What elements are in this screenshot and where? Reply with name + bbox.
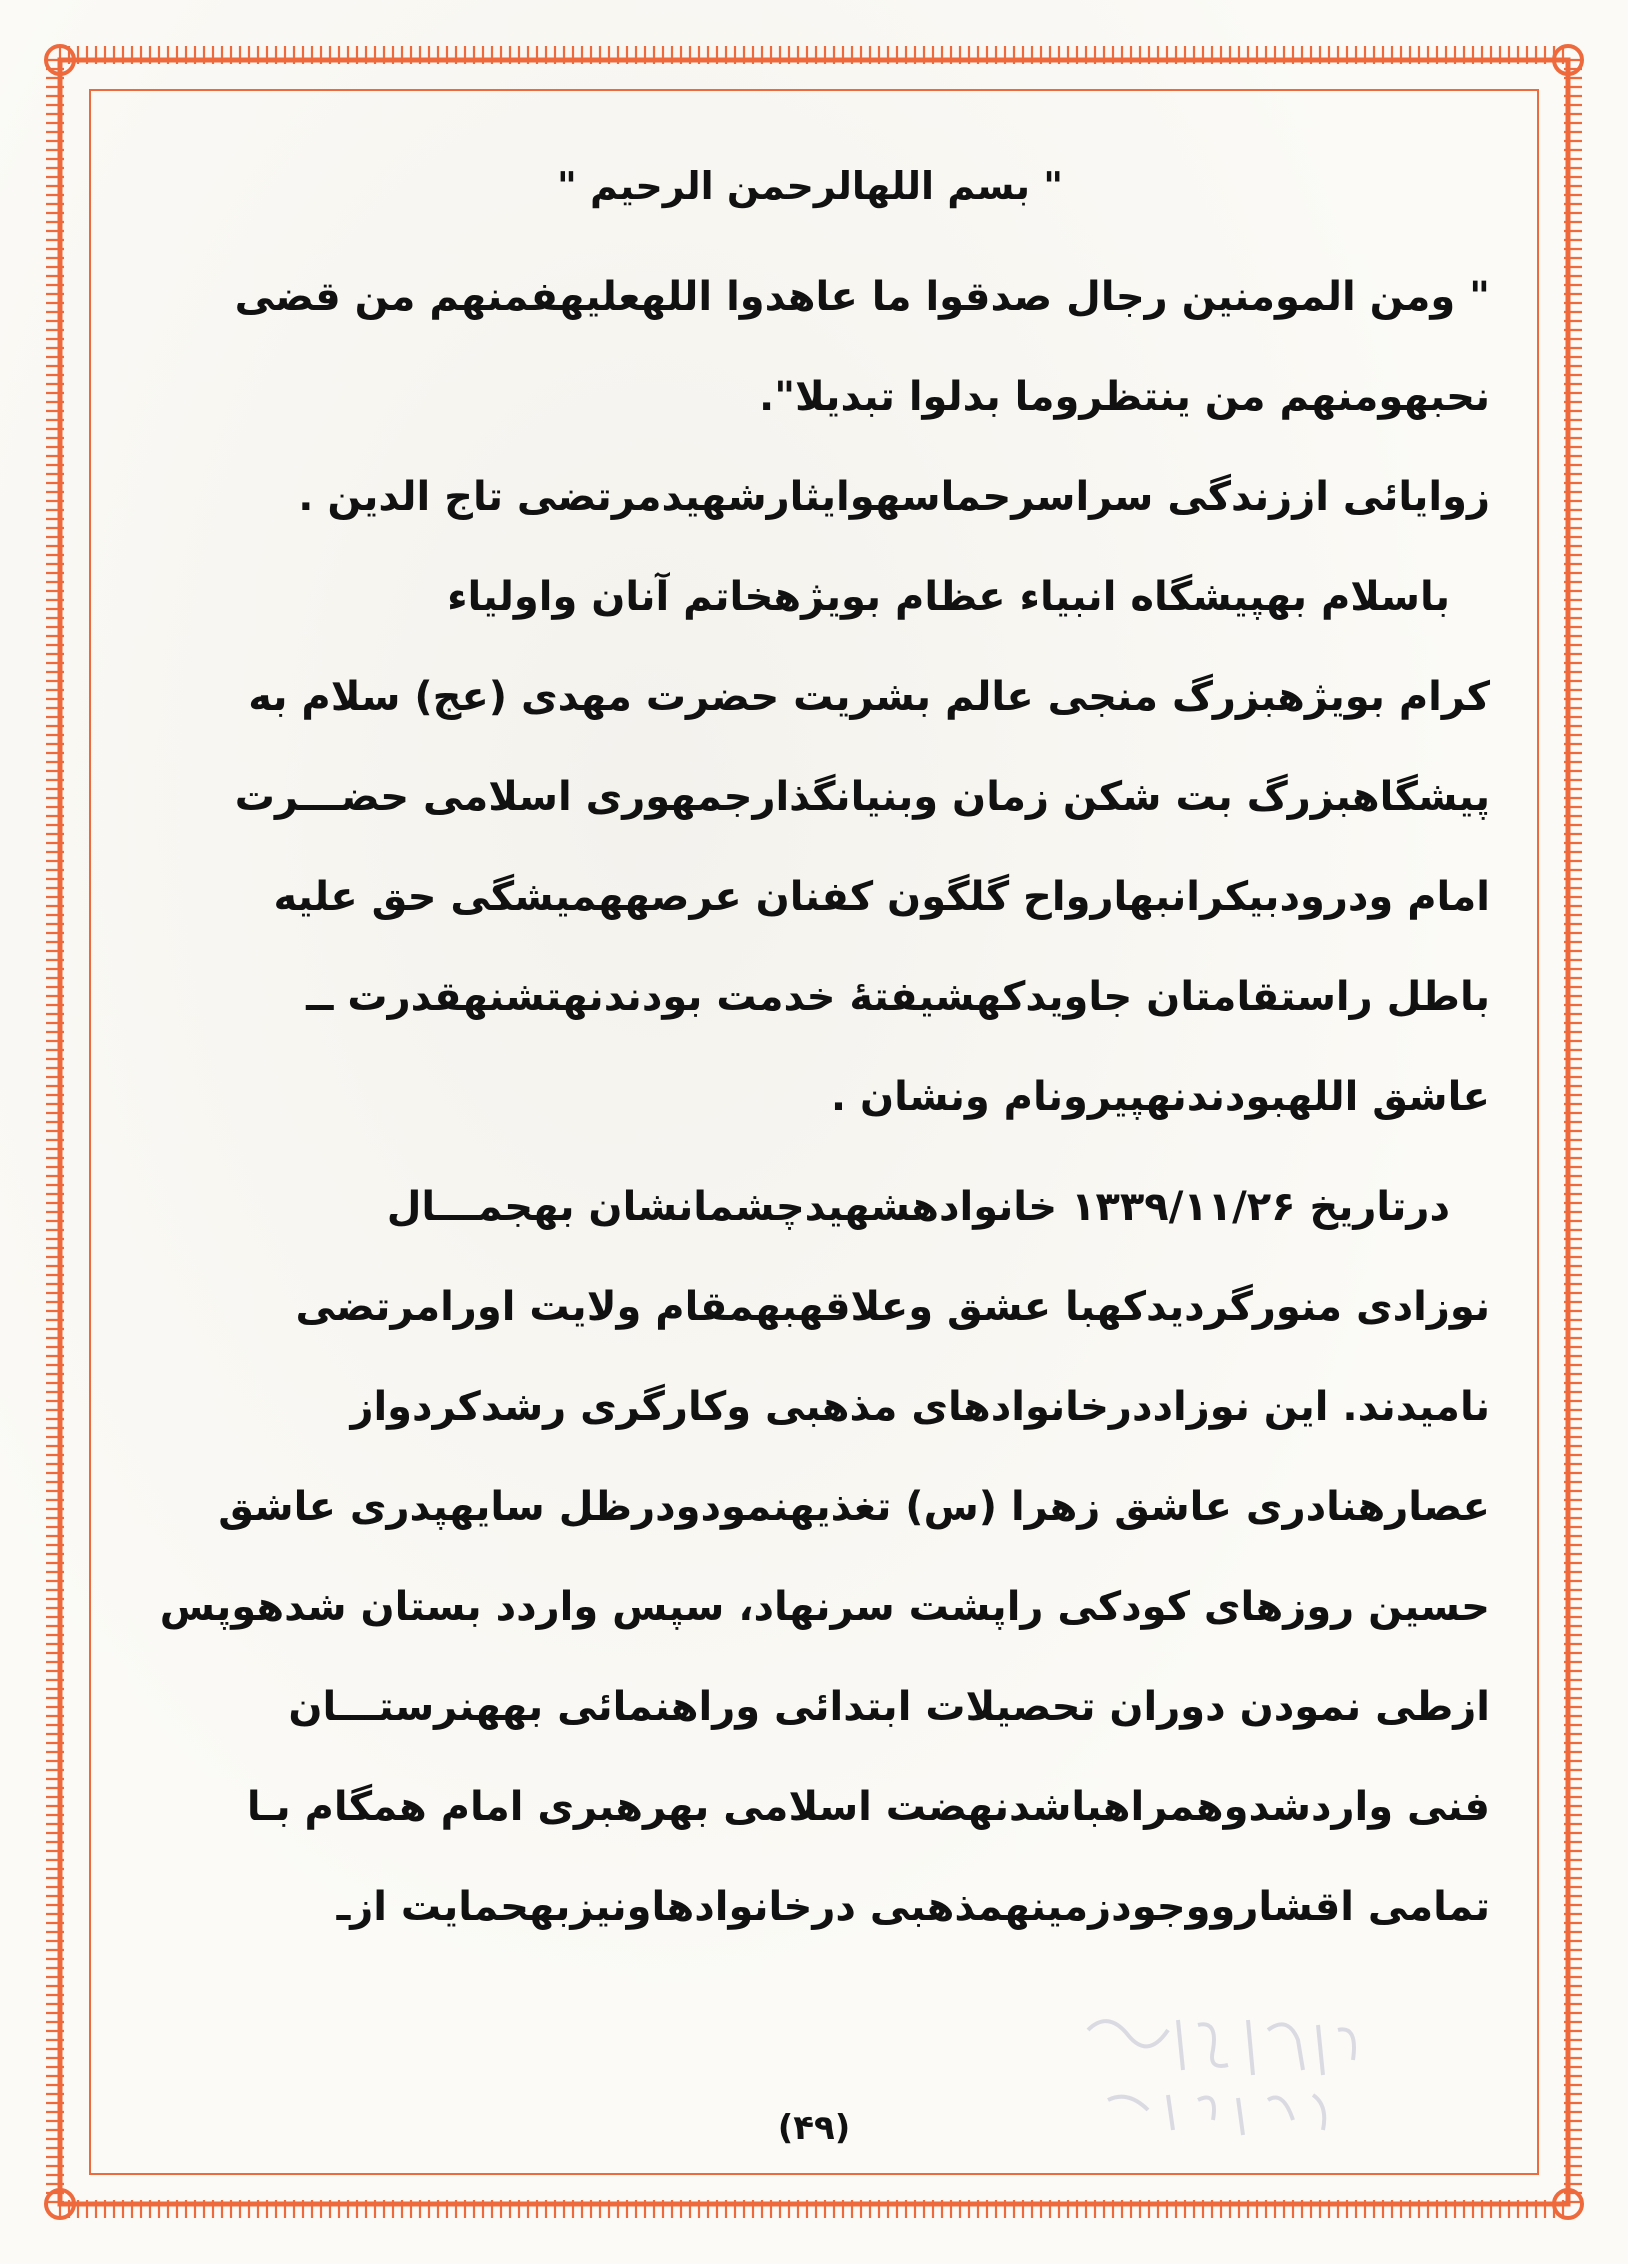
text-line: عاشق اللهبودندنهپیرونام ونشان . xyxy=(830,1074,1490,1120)
text-line: باسلام بهپیشگاه انبیاء عظام بویژهخاتم آنان واولیاء xyxy=(447,574,1450,620)
text-line: زوایائی اززندگی سراسرحماسهوایثارشهیدمرتضی تاج الدین . xyxy=(298,474,1490,520)
text-line: " ومن المومنین رجال صدقوا ما عاهدوا اللهعلیهفمنهم من قضی xyxy=(234,274,1490,320)
text-line: عصارهنادری عاشق زهرا (س) تغذیهنمودودرظل سایهپدری عاشق xyxy=(218,1484,1490,1530)
text-line: ازطی نمودن دوران تحصیلات ابتدائی وراهنمائی بههنرستـــان xyxy=(288,1684,1490,1730)
text-line: فنی واردشدوهمراهباشدنهضت اسلامی بهرهبری امام همگام بـا xyxy=(246,1784,1490,1830)
text-line: درتاریخ ۱۳۳۹/۱۱/۲۶ خانوادهشهیدچشمانشان بهجمـــال xyxy=(386,1184,1450,1230)
text-line: نحبهومنهم من ینتظروما بدلوا تبدیلا". xyxy=(759,374,1490,420)
text-line: پیشگاهبزرگ بت شکن زمان وبنیانگذارجمهوری اسلامی حضـــرت xyxy=(234,774,1490,820)
basmala-heading: " بسم اللهالرحمن الرحیم " xyxy=(556,164,1063,208)
text-line: تمامی اقشارووجودزمینهمذهبی درخانوادهاونیزبهحمایت ازـ xyxy=(336,1884,1490,1930)
text-line: کرام بویژهبزرگ منجی عالم بشریت حضرت مهدی (عج) سلام به xyxy=(248,674,1490,720)
text-line: نوزادی منورگردیدکهبا عشق وعلاقهبهمقام ولایت اورامرتضی xyxy=(295,1284,1490,1330)
text-line: نامیدند. این نوزاددرخانوادهای مذهبی وکارگری رشدکردواز xyxy=(350,1384,1490,1430)
text-line: حسین روزهای کودکی راپشت سرنهاد، سپس واردد بستان شدهوپس xyxy=(159,1584,1490,1630)
text-line: باطل راستقامتان جاویدکهشیفتهٔ خدمت بودندنهتشنهقدرت ــ xyxy=(306,974,1490,1020)
page-number: (۴۹) xyxy=(777,2108,851,2148)
text-line: امام ودرودبیکرانبهارواح گلگون کفنان عرصههمیشگی حق علیه xyxy=(273,874,1490,920)
